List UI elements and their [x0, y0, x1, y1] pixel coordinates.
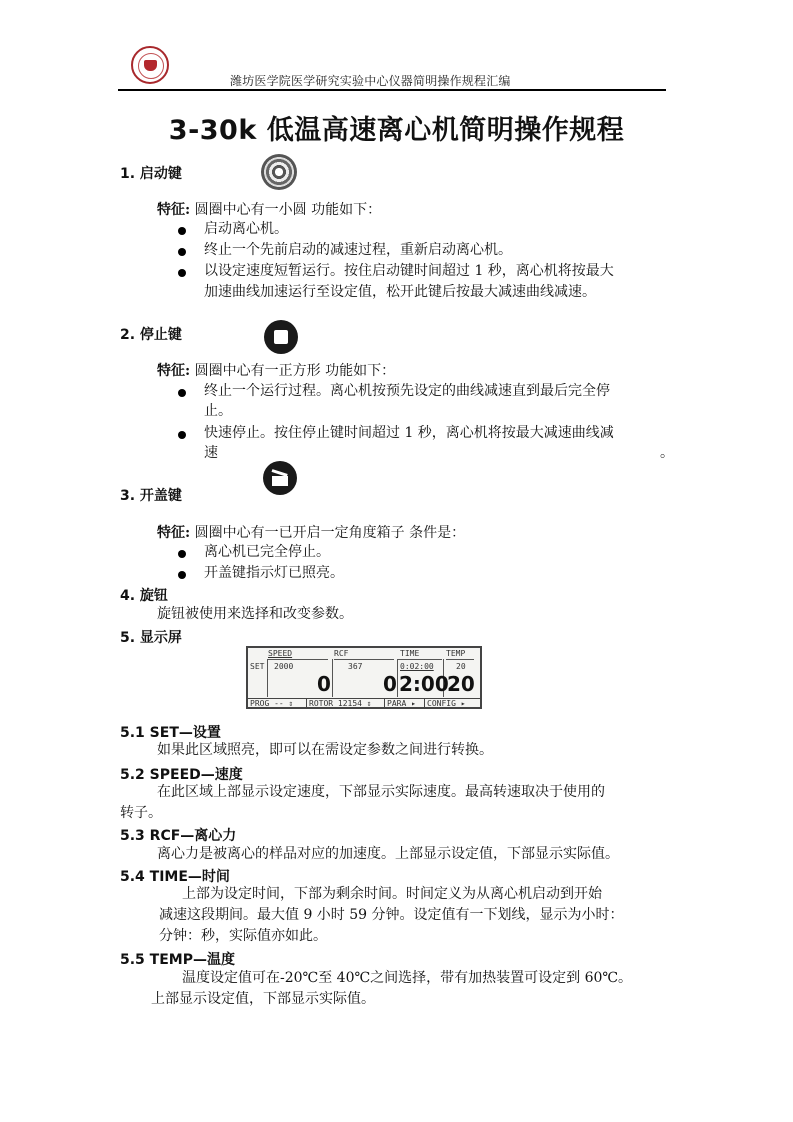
section-text-knob: 旋钮被使用来选择和改变参数。 [157, 606, 353, 622]
speed-actual-value: 0 [317, 672, 331, 696]
university-seal-logo [131, 46, 169, 84]
page-title: 3-30k 低温高速离心机简明操作规程 [168, 115, 625, 146]
subsection-text: 减速这段期间。最大值 9 小时 59 分钟。设定值有一下划线，显示为小时： [159, 907, 624, 923]
section-heading-display: 5. 显示屏 [120, 630, 182, 646]
list-item: 终止一个先前启动的减速过程，重新启动离心机。 [204, 242, 512, 258]
list-item-continuation: 止。 [204, 403, 232, 419]
feature-label: 特征: [157, 525, 191, 541]
open-lid-icon [263, 461, 297, 495]
divider [334, 659, 394, 660]
bullet-icon [178, 269, 186, 277]
divider [398, 659, 442, 660]
subsection-text: 在此区域上部显示设定速度，下部显示实际速度。最高转速取决于使用的 [157, 784, 605, 800]
bullet-icon [178, 389, 186, 397]
rcf-set-value: 367 [348, 662, 363, 671]
header-divider [118, 89, 666, 91]
temp-actual-value: 20 [447, 672, 475, 696]
rcf-actual-value: 0 [383, 672, 397, 696]
subsection-text: 上部为设定时间，下部为剩余时间。时间定义为从离心机启动到开始 [182, 886, 602, 902]
subsection-text: 离心力是被离心的样品对应的加速度。上部显示设定值，下部显示实际值。 [157, 846, 619, 862]
section-heading-start-key: 1. 启动键 [120, 166, 182, 182]
subsection-text: 上部显示设定值，下部显示实际值。 [151, 991, 375, 1007]
header-institution: 潍坊医学院医学研究实验中心仪器简明操作规程汇编 [230, 74, 511, 88]
divider [267, 659, 268, 697]
rcf-label: RCF [334, 649, 349, 658]
feature-line-lid [157, 524, 465, 543]
stop-square-icon [264, 320, 298, 354]
prog-softkey: PROG -- ⇕ [250, 699, 294, 708]
divider [332, 659, 333, 697]
display-bottom-bar [248, 698, 480, 710]
time-actual-value: 2:00 [399, 672, 449, 696]
feature-text: 圆圈中心有一正方形 功能如下： [194, 363, 396, 379]
bullet-icon [178, 227, 186, 235]
speed-set-value: 2000 [274, 662, 294, 671]
divider [268, 659, 328, 660]
para-softkey: PARA ▸ [384, 699, 416, 708]
list-item-period: 。 [660, 445, 674, 461]
list-item: 以设定速度短暂运行。按住启动键时间超过 1 秒，离心机将按最大 [204, 263, 614, 279]
list-item: 开盖键指示灯已照亮。 [204, 565, 344, 581]
feature-label: 特征: [157, 202, 191, 218]
subsection-text: 分钟：秒，实际值亦如此。 [159, 928, 327, 944]
list-item-continuation: 加速曲线加速运行至设定值，松开此键后按最大减速曲线减速。 [204, 284, 596, 300]
section-heading-stop-key: 2. 停止键 [120, 327, 182, 343]
divider [446, 659, 474, 660]
bullet-icon [178, 571, 186, 579]
subsection-text: 如果此区域照亮，即可以在需设定参数之间进行转换。 [157, 742, 493, 758]
rotor-softkey: ROTOR 12154 ⇕ [306, 699, 372, 708]
subsection-heading-set: 5.1 SET—设置 [120, 725, 221, 741]
temp-set-value: 20 [456, 662, 466, 671]
bullet-icon [178, 550, 186, 558]
list-item: 终止一个运行过程。离心机按预先设定的曲线减速直到最后完全停 [204, 383, 610, 399]
subsection-text: 温度设定值可在-20℃至 40℃之间选择，带有加热装置可设定到 60℃。 [182, 970, 633, 986]
subsection-heading-speed: 5.2 SPEED—速度 [120, 767, 243, 783]
bullet-icon [178, 248, 186, 256]
section-heading-knob: 4. 旋钮 [120, 588, 168, 604]
list-item: 快速停止。按住停止键时间超过 1 秒，离心机将按最大减速曲线减 [204, 425, 614, 441]
subsection-text: 转子。 [120, 805, 162, 821]
feature-text: 圆圈中心有一小圆 功能如下： [194, 202, 382, 218]
list-item: 启动离心机。 [204, 221, 288, 237]
temp-label: TEMP [446, 649, 466, 658]
feature-text: 圆圈中心有一已开启一定角度箱子 条件是： [194, 525, 466, 541]
feature-label: 特征: [157, 363, 191, 379]
time-set-value: 0:02:00 [400, 662, 434, 671]
subsection-heading-rcf: 5.3 RCF—离心力 [120, 828, 237, 844]
set-label: SET [250, 662, 265, 671]
time-label: TIME [400, 649, 420, 658]
feature-line-stop [157, 362, 395, 381]
subsection-heading-temp: 5.5 TEMP—温度 [120, 952, 235, 968]
divider [397, 659, 398, 697]
logo-emblem [144, 60, 157, 71]
centrifuge-display-panel [246, 646, 482, 709]
list-item: 离心机已完全停止。 [204, 544, 330, 560]
feature-line-start [157, 201, 381, 220]
bullet-icon [178, 431, 186, 439]
subsection-heading-time: 5.4 TIME—时间 [120, 869, 230, 885]
list-item-continuation: 速 [204, 445, 218, 461]
section-heading-lid-key: 3. 开盖键 [120, 488, 182, 504]
spiral-start-icon [261, 154, 297, 190]
speed-label: SPEED [268, 649, 293, 658]
config-softkey: CONFIG ▸ [424, 699, 466, 708]
